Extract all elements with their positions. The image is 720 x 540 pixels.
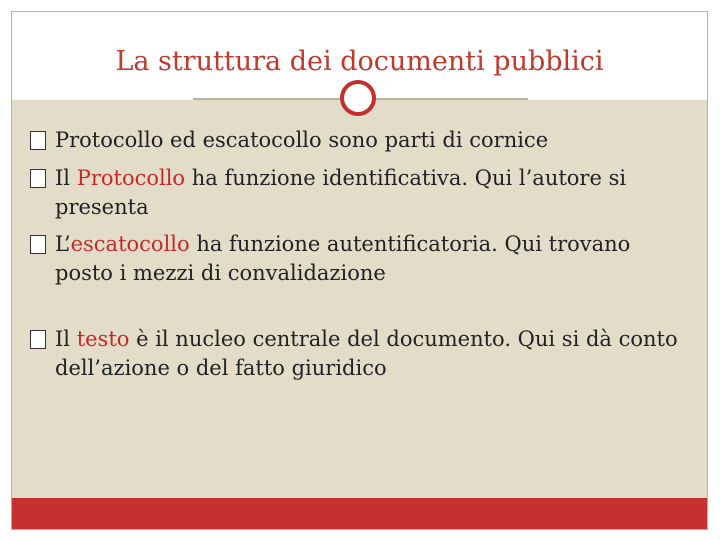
bullet-highlight: testo: [76, 327, 130, 351]
bullet-highlight: Protocollo: [76, 166, 186, 190]
missing-glyph-box-icon: [30, 131, 46, 150]
footer-bar: [12, 498, 707, 529]
bullet-highlight: escatocollo: [70, 232, 190, 256]
bullet-suffix: ha funzione autentificatoria. Qui trovano posto i mezzi di convalidazione: [55, 232, 631, 285]
bullet-item: [30, 325, 690, 383]
bullet-text: Protocollo ed escatocollo sono parti di cornice: [55, 128, 549, 152]
bullet-suffix: ha funzione identificativa. Qui l’autore si presenta: [55, 166, 627, 219]
bullet-item: [30, 230, 690, 288]
missing-glyph-box-icon: [30, 169, 46, 188]
bullet-prefix: L’: [55, 232, 71, 256]
bullet-suffix: è il nucleo centrale del documento. Qui si dà conto dell’azione o del fatto giuridico: [55, 327, 678, 380]
bullet-item: [30, 126, 690, 155]
bullet-list: [30, 126, 690, 383]
missing-glyph-box-icon: [30, 330, 46, 349]
slide-title: La struttura dei documenti pubblici: [115, 46, 604, 77]
bullet-prefix: Il: [55, 166, 77, 190]
circle-ring-icon: [340, 80, 376, 116]
bullet-prefix: Il: [55, 327, 77, 351]
bullet-item: [30, 164, 690, 222]
missing-glyph-box-icon: [30, 235, 46, 254]
